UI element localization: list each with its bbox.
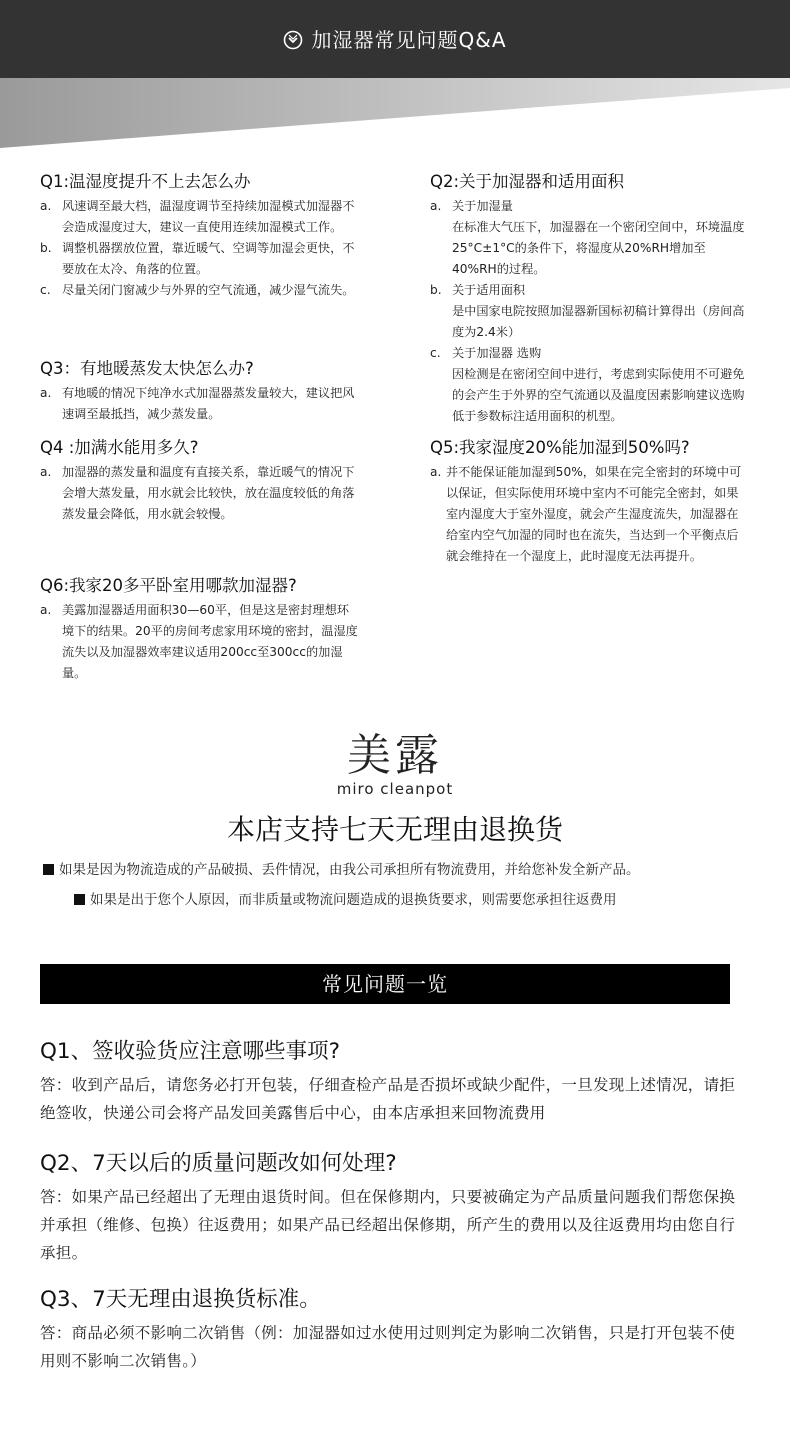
qa-q1-item (40, 280, 360, 301)
qa-q4 (40, 434, 360, 525)
item-heading: 关于加湿器 选购 (452, 346, 542, 360)
returns-line-1-text: 如果是因为物流造成的产品破损、丢件情况，由我公司承担所有物流费用，并给您补发全新产品。 (59, 862, 640, 878)
header-title-row (0, 24, 790, 55)
item-marker: c. (40, 283, 51, 297)
qa-q1 (40, 168, 360, 301)
item-marker: a. (40, 603, 52, 617)
qa-q3-title: Q3：有地暖蒸发太快怎么办? (40, 359, 254, 378)
item-text: 调整机器摆放位置，靠近暖气、空调等加湿会更快，不要放在太冷、角落的位置。 (62, 241, 355, 276)
returns-line-2-text: 如果是出于您个人原因，而非质量或物流问题造成的退换货要求，则需要您承担往返费用 (90, 892, 617, 908)
item-text: 风速调至最大档，温湿度调节至持续加湿模式加湿器不会造成湿度过大，建议一直使用连续加湿模式工作。 (62, 199, 355, 234)
faq-answer: 答：商品必须不影响二次销售（例：加湿器如过水使用过则判定为影响二次销售，只是打开包装不使用则不影响二次销售。） (40, 1324, 736, 1370)
qa-q2-item (430, 196, 750, 280)
item-text: 是中国家电院按照加湿器新国标初稿计算得出（房间高度为2.4米） (452, 304, 745, 339)
faq-item-3 (40, 1282, 740, 1375)
qa-q1-item (40, 196, 360, 238)
item-text: 美露加湿器适用面积30—60平，但是这是密封理想环境下的结果。20平的房间考虑家用环境的密封，温湿度流失以及加湿器效率建议适用200cc至300cc的加湿量。 (62, 603, 358, 680)
page-header (0, 0, 790, 148)
brand-name-en: miro cleanpot (336, 780, 454, 798)
returns-line-1 (43, 858, 640, 878)
faq-question: Q1、签收验货应注意哪些事项? (40, 1039, 341, 1064)
item-marker: a. (430, 465, 442, 479)
faq-item-1 (40, 1034, 740, 1127)
faq-answer: 答：如果产品已经超出了无理由退货时间。但在保修期内，只要被确定为产品质量问题我们帮您保换并承担（维修、包换）往返费用；如果产品已经超出保修期，所产生的费用以及往返费用均由您自行承担。 (40, 1188, 736, 1262)
returns-line-2 (74, 888, 617, 908)
faq-question: Q3、7天无理由退换货标准。 (40, 1287, 321, 1312)
qa-q2-item (430, 343, 750, 427)
item-marker: b. (430, 283, 442, 297)
item-marker: a. (40, 465, 52, 479)
qa-q6 (40, 572, 360, 684)
item-text: 加湿器的蒸发量和温度有直接关系，靠近暖气的情况下会增大蒸发量，用水就会比较快，放在温度较低的角落蒸发量会降低，用水就会较慢。 (62, 465, 355, 521)
qa-q4-item (40, 462, 360, 525)
returns-title: 本店支持七天无理由退换货 (226, 813, 563, 846)
item-marker: a. (40, 386, 52, 400)
qa-q2-item (430, 280, 750, 343)
qa-q4-title: Q4 :加满水能用多久? (40, 438, 199, 457)
item-text: 并不能保证能加湿到50%，如果在完全密封的环境中可以保证，但实际使用环境中室内不可能完全密封，如果室内湿度大于室外湿度，就会产生湿度流失，加湿器在给室内空气加湿的同时也在流失，当达到一个平衡点后就会维持在一个湿度上，此时湿度无法再提升。 (446, 465, 742, 563)
item-heading: 关于加湿量 (452, 199, 513, 213)
faq-section-title: 常见问题一览 (40, 964, 730, 1004)
faq-question: Q2、7天以后的质量问题改如何处理? (40, 1151, 397, 1176)
header-background (0, 0, 790, 148)
item-marker: b. (40, 241, 52, 255)
qa-q6-item (40, 600, 360, 684)
qa-q5-title: Q5:我家湿度20%能加湿到50%吗? (430, 438, 690, 457)
item-text: 在标准大气压下，加湿器在一个密闭空间中，环境温度25°C±1°C的条件下，将湿度从20%RH增加至40%RH的过程。 (452, 220, 745, 276)
qa-q3 (40, 355, 360, 425)
item-marker: c. (430, 346, 441, 360)
header-title: 加湿器常见问题Q&A (311, 28, 507, 52)
item-heading: 关于适用面积 (452, 283, 526, 297)
qa-q2-title: Q2:关于加湿器和适用面积 (430, 172, 625, 191)
qa-q3-item (40, 383, 360, 425)
qa-q1-item (40, 238, 360, 280)
item-marker: a. (40, 199, 52, 213)
item-text: 尽量关闭门窗减少与外界的空气流通，减少湿气流失。 (62, 283, 355, 297)
qa-q5-item (430, 462, 750, 567)
item-text: 因检测是在密闭空间中进行，考虑到实际使用不可避免的会产生于外界的空气流通以及温度因素影响建议选购低于参数标注适用面积的机型。 (452, 367, 745, 423)
faq-item-2 (40, 1146, 740, 1267)
chevron-circle-down-icon (283, 30, 303, 55)
qa-q2 (430, 168, 750, 427)
faq-answer: 答：收到产品后，请您务必打开包装，仔细查检产品是否损坏或缺少配件，一旦发现上述情况，请拒绝签收，快递公司会将产品发回美露售后中心，由本店承担来回物流费用 (40, 1076, 736, 1122)
qa-q1-title: Q1:温湿度提升不上去怎么办 (40, 172, 251, 191)
qa-q6-title: Q6:我家20多平卧室用哪款加湿器? (40, 576, 297, 595)
brand-name-cn: 美露 (347, 730, 443, 781)
bullet-square-icon (43, 864, 54, 875)
qa-q5 (430, 434, 750, 567)
bullet-square-icon (74, 894, 85, 905)
item-marker: a. (430, 199, 442, 213)
item-text: 有地暖的情况下纯净水式加湿器蒸发量较大，建议把风速调至最抵挡，减少蒸发量。 (62, 386, 355, 421)
brand-logo (0, 730, 790, 798)
